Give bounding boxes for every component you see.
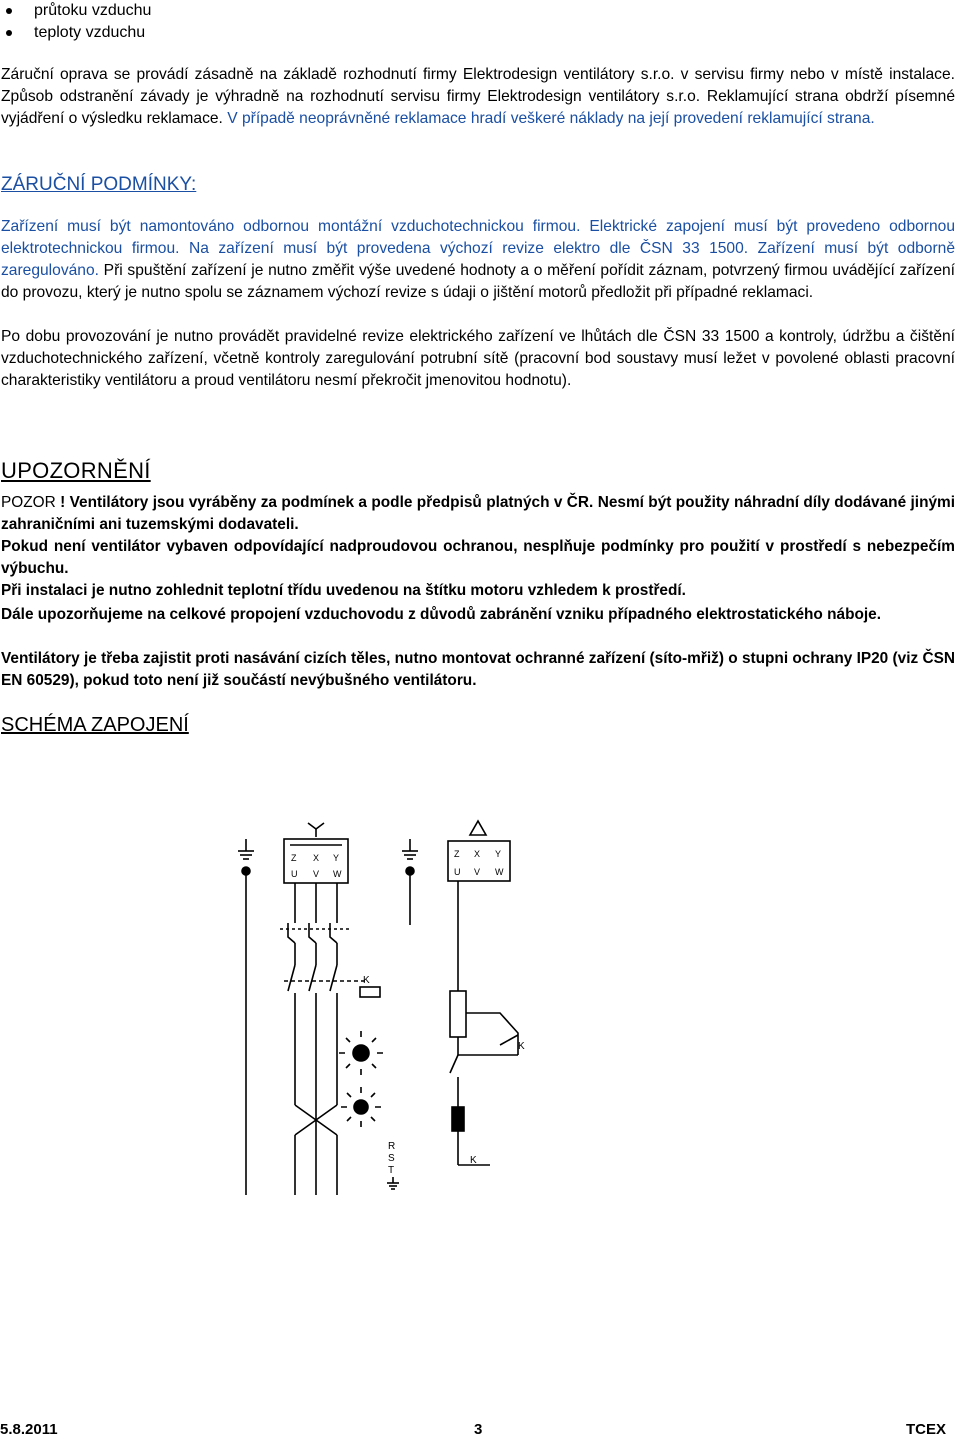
terminal-label: X — [474, 849, 481, 859]
label-k: K — [518, 1041, 525, 1052]
warranty-paragraph: Zařízení musí být namontováno odbornou montážní vzduchotechnickou firmou. Elektrické zapojení musí být provedeno odbornou elektrotechnickou firmou. Na zařízení musí být provedena výchozí revize elektro dle ČSN 33 1500. Zařízení musí být odborně zaregulováno. Při spuštění zařízení je nutno změřit výše uvedené hodnoty a o měření pořídit záznam, potvrzený firmou uvádějící zařízení do provozu, který je nutno spolu se záznamem výchozí revize s údaji o jištění motorů předložit při případné reklamaci. — [1, 218, 956, 301]
warning-paragraph-4: Dále upozorňujeme na celkové propojení vzduchovodu z důvodů zabránění vzniku případného elektrostatického náboje. — [1, 606, 881, 623]
sun-icon — [339, 1031, 383, 1075]
bullet-list — [0, 0, 151, 44]
terminal-label: Y — [333, 853, 340, 863]
footer-page-number: 3 — [474, 1421, 483, 1438]
warning-paragraph-1: POZOR ! Ventilátory jsou vyráběny za podmínek a podle předpisů platných v ČR. Nesmí být použity náhradní díly dodávané jinými zahraničními ani tuzemskými dodavateli. — [1, 494, 955, 533]
coil-k-left — [360, 987, 380, 997]
scheme-heading: SCHÉMA ZAPOJENÍ — [1, 714, 189, 736]
bullet-icon — [6, 30, 12, 36]
ground-terminal-icon — [242, 867, 250, 875]
footer-date: 5.8.2011 — [0, 1421, 58, 1438]
phase-label: T — [388, 1165, 395, 1176]
terminal-label: Z — [291, 853, 297, 863]
terminal-label: Y — [495, 849, 502, 859]
label-k: K — [363, 975, 370, 986]
terminal-label: V — [313, 869, 320, 879]
control-circuit — [450, 991, 518, 1165]
contactor-switch — [284, 965, 368, 1055]
star-connection-symbol — [308, 823, 324, 837]
terminal-label: Z — [454, 849, 460, 859]
phase-ground-icon — [387, 1177, 399, 1189]
wiring-diagram — [200, 815, 560, 1195]
list-item: teploty vzduchu — [0, 22, 151, 44]
phase-label: R — [388, 1141, 396, 1152]
ground-terminal-icon — [406, 867, 414, 875]
list-item: průtoku vzduchu — [0, 0, 151, 22]
warning-paragraph-3: Při instalaci je nutno zohlednit teplotní třídu uvedenou na štítku motoru vzhledem k prostředí. — [1, 582, 686, 599]
intro-paragraph: Záruční oprava se provádí zásadně na základě rozhodnutí firmy Elektrodesign ventilátory s.r.o. v servisu firmy nebo v místě instalace. Způsob odstranění závady je výhradně na rozhodnutí servisu firmy Elektrodesign ventilátory s.r.o. Reklamující strana obdrží písemné vyjádření o výsledku reklamace. V případě neoprávněné reklamace hradí veškeré náklady na její provedení reklamující strana. — [1, 66, 955, 127]
terminal-label: U — [454, 867, 461, 877]
bullet-icon — [6, 8, 12, 14]
terminal-label: V — [474, 867, 481, 877]
operation-paragraph: Po dobu provozování je nutno provádět pravidelné revize elektrického zařízení ve lhůtách dle ČSN 33 1500 a kontroly, údržbu a čištění vzduchotechnického zařízení, včetně kontroly zaregulování potrubní sítě (pracovní bod soustavy musí ležet v povolené oblasti pracovní charakteristiky ventilátoru a proud ventilátoru nesmí překročit jmenovitou hodnotu). — [1, 328, 955, 389]
warning-heading: UPOZORNĚNÍ — [1, 458, 151, 483]
fuse-block — [280, 923, 350, 965]
terminal-label: X — [313, 853, 320, 863]
terminal-label: W — [333, 869, 342, 879]
ground-icon — [238, 839, 254, 859]
terminal-label: W — [495, 867, 504, 877]
phase-label: S — [388, 1153, 395, 1164]
label-k: K — [470, 1155, 477, 1166]
warning-paragraph-2: Pokud není ventilátor vybaven odpovídající nadproudovou ochranou, nesplňuje podmínky pro použití v prostředí s nebezpečím výbuchu. — [1, 538, 955, 577]
footer-brand: TCEX — [906, 1421, 947, 1438]
ground-icon — [402, 839, 418, 859]
delta-connection-symbol — [470, 821, 486, 835]
gear-icon — [341, 1087, 381, 1127]
warranty-heading: ZÁRUČNÍ PODMÍNKY: — [1, 174, 197, 195]
warning-paragraph-5: Ventilátory je třeba zajistit proti nasávání cizích těles, nutno montovat ochranné zařízení (síto-mřiž) o stupni ochrany IP20 (viz ČSN EN 60529), pokud toto není již součástí nevýbušného ventilátoru. — [1, 650, 955, 689]
terminal-label: U — [291, 869, 298, 879]
crossed-wires — [295, 1055, 337, 1195]
